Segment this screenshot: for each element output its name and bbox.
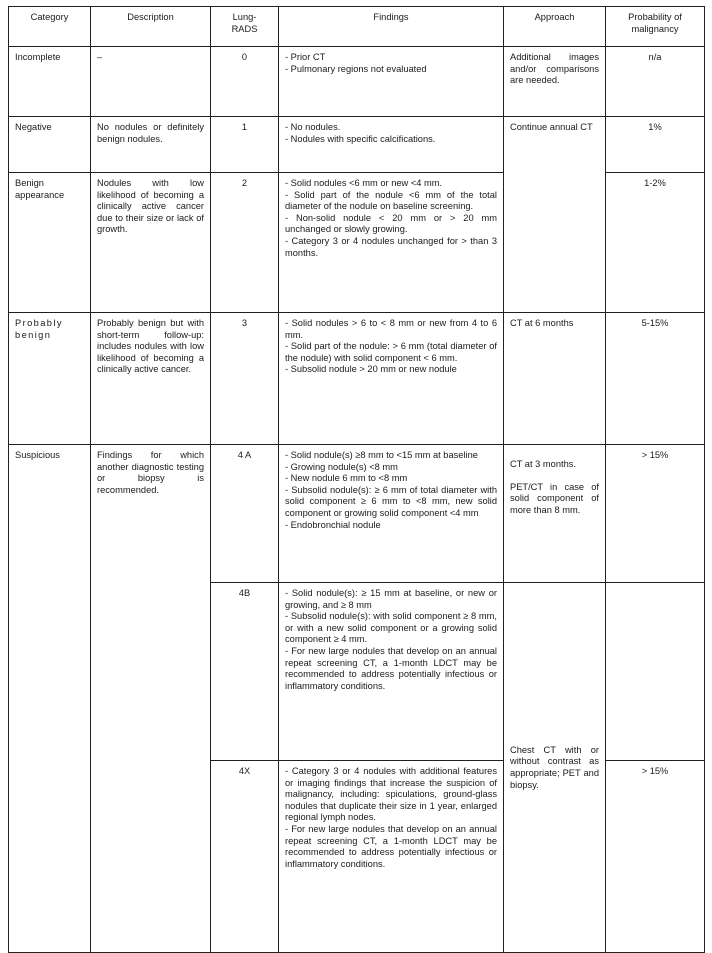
approach-paragraph: Additional images and/or comparisons are needed. <box>510 52 599 86</box>
cell-probability-benign-appearance: 1-2% <box>606 173 705 313</box>
column-header-description-label: Description <box>127 12 174 22</box>
finding-item: - Subsolid nodule(s): ≥ 6 mm of total diameter with solid component ≥ 6 mm to <8 mm, new solid component or growing solid component <4 mm <box>285 484 497 518</box>
cell-lungrads-4a: 4 A <box>211 445 279 583</box>
table-row-negative <box>9 117 705 173</box>
cell-probability-4a: > 15% <box>606 445 705 583</box>
finding-item: - Solid part of the nodule <6 mm of the total diameter of the nodule on baseline screening. <box>285 189 497 212</box>
approach-paragraph: Chest CT with or without contrast as appropriate; PET and biopsy. <box>510 744 599 790</box>
finding-item: - Category 3 or 4 nodules unchanged for > than 3 months. <box>285 235 497 258</box>
column-header-probability-line1: Probability of <box>628 12 682 22</box>
finding-item: - Solid nodules <6 mm or new <4 mm. <box>285 178 443 188</box>
cell-probability-4b <box>606 583 705 761</box>
table-body <box>9 47 705 953</box>
cell-category-benign-appearance: Benign appearance <box>9 173 91 313</box>
finding-item: - New nodule 6 mm to <8 mm <box>285 473 408 484</box>
finding-item: - Non-solid nodule < 20 mm or > 20 mm unchanged or slowly growing. <box>285 212 497 235</box>
cell-approach-4a <box>504 445 606 583</box>
finding-item: - For new large nodules that develop on an annual repeat screening CT, a 1-month LDCT may be recommended to address potentially infectious or inflammatory conditions. <box>285 645 497 691</box>
column-header-findings-label: Findings <box>373 12 409 22</box>
column-header-lung-rads <box>211 7 279 47</box>
finding-item: - For new large nodules that develop on an annual repeat screening CT, a 1-month LDCT may be recommended to address potentially infectious or inflammatory conditions. <box>285 823 497 869</box>
cell-description-incomplete: – <box>91 47 211 117</box>
cell-lungrads-4b: 4B <box>211 583 279 761</box>
cell-findings-4b <box>279 583 504 761</box>
column-header-probability-line2: malignancy <box>631 23 679 34</box>
cell-probability-4x: > 15% <box>606 761 705 953</box>
table-row-probably-benign <box>9 313 705 445</box>
cell-probability-probably-benign: 5-15% <box>606 313 705 445</box>
finding-item: - Category 3 or 4 nodules with additional features or imaging findings that increase the suspicion of malignancy, including: spiculations, ground-glass nodules that duplicate their size in 1 year, enlarged regional lymph nodes. <box>285 766 497 823</box>
lung-rads-classification-table <box>8 6 705 953</box>
finding-item: - Solid nodule(s) ≥8 mm to <15 mm at baseline <box>285 450 478 460</box>
cell-probability-incomplete: n/a <box>606 47 705 117</box>
finding-item: - No nodules. <box>285 122 341 132</box>
cell-description-negative: No nodules or definitely benign nodules. <box>91 117 211 173</box>
column-header-approach-label: Approach <box>534 12 575 22</box>
finding-item: - Solid nodules > 6 to < 8 mm or new from 4 to 6 mm. <box>285 318 497 340</box>
cell-lungrads-incomplete: 0 <box>211 47 279 117</box>
table-row-incomplete <box>9 47 705 117</box>
cell-findings-probably-benign <box>279 313 504 445</box>
column-header-category-label: Category <box>30 12 69 22</box>
cell-approach-incomplete <box>504 47 606 117</box>
cell-description-suspicious: Findings for which another diagnostic testing or biopsy is recommended. <box>91 445 211 953</box>
column-header-description <box>91 7 211 47</box>
cell-findings-negative <box>279 117 504 173</box>
column-header-probability <box>606 7 705 47</box>
column-header-approach <box>504 7 606 47</box>
cell-category-probably-benign: Probably benign <box>9 313 91 445</box>
finding-item: - Solid nodule(s): ≥ 15 mm at baseline, or new or growing, and ≥ 8 mm <box>285 588 497 610</box>
cell-approach-continue-annual-ct <box>504 117 606 313</box>
approach-paragraph: CT at 3 months. <box>510 459 576 470</box>
cell-approach-chest-ct <box>504 583 606 953</box>
column-header-findings <box>279 7 504 47</box>
approach-paragraph: CT at 6 months <box>510 318 574 328</box>
cell-findings-incomplete <box>279 47 504 117</box>
cell-category-negative: Negative <box>9 117 91 173</box>
finding-item: - Growing nodule(s) <8 mm <box>285 461 398 472</box>
header-row <box>9 7 705 47</box>
cell-description-benign-appearance: Nodules with low likelihood of becoming a clinically active cancer due to their size or lack of growth. <box>91 173 211 313</box>
cell-probability-negative: 1% <box>606 117 705 173</box>
cell-lungrads-4x: 4X <box>211 761 279 953</box>
cell-description-probably-benign: Probably benign but with short-term follow-up: includes nodules with low likelihood of becoming a clinically active cancer. <box>91 313 211 445</box>
finding-item: - Pulmonary regions not evaluated <box>285 63 427 74</box>
cell-lungrads-benign-appearance: 2 <box>211 173 279 313</box>
cell-findings-4a <box>279 445 504 583</box>
finding-item: - Nodules with specific calcifications. <box>285 133 436 144</box>
finding-item: - Prior CT <box>285 52 326 62</box>
table-row-suspicious-4a <box>9 445 705 583</box>
cell-lungrads-negative: 1 <box>211 117 279 173</box>
column-header-lung-rads-line1: Lung- <box>232 12 257 22</box>
approach-paragraph: PET/CT in case of solid component of more than 8 mm. <box>510 481 599 516</box>
cell-approach-probably-benign <box>504 313 606 445</box>
approach-paragraph: Continue annual CT <box>510 122 593 132</box>
finding-item: - Subsolid nodule > 20 mm or new nodule <box>285 364 457 375</box>
table-header <box>9 7 705 47</box>
cell-category-suspicious: Suspicious <box>9 445 91 953</box>
cell-findings-4x <box>279 761 504 953</box>
cell-findings-benign-appearance <box>279 173 504 313</box>
finding-item: - Endobronchial nodule <box>285 519 381 530</box>
finding-item: - Solid part of the nodule: > 6 mm (total diameter of the nodule) with solid component < 6 mm. <box>285 341 497 363</box>
cell-category-incomplete: Incomplete <box>9 47 91 117</box>
column-header-category <box>9 7 91 47</box>
finding-item: - Subsolid nodule(s): with solid component ≥ 8 mm, or with a new solid component or a growing solid component ≥ 4 mm. <box>285 611 497 645</box>
cell-lungrads-probably-benign: 3 <box>211 313 279 445</box>
column-header-lung-rads-line2: RADS <box>231 23 258 34</box>
